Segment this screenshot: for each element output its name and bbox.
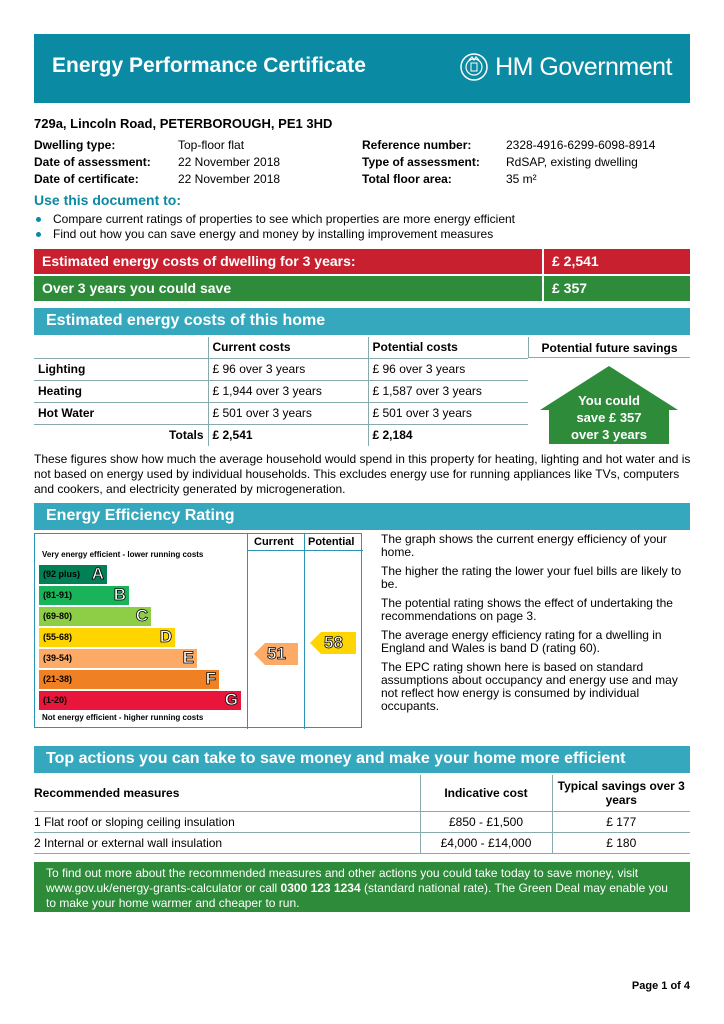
indicative-cost: £850 - £1,500 [420,811,552,832]
efficiency-section-heading: Energy Efficiency Rating [34,503,690,530]
potential-column-header: Potential [308,536,355,548]
further-info-text-2: (standard national rate). The Green Deal may enable you to make your home warmer and cheaper to run. [46,881,668,910]
efficiency-explanation: The graph shows the current energy efficiency of your home. The higher the rating the lower your fuel bills are likely to be. The potential rating shows the effect of undertaking the recommendations on page 3. The average energy efficiency rating for a dwelling in England and Wales is band D (rating 60). The EPC rating shown here is based on standard assumptions about occupancy and energy use and may not reflect how energy is consumed by individual occupants. [381,532,682,713]
list-item: Find out how you can save energy and money by installing improvement measures [36,227,515,242]
band-range: (81-91) [43,590,73,600]
current-cost: £ 1,944 over 3 years [208,380,368,402]
row-label: Heating [34,380,208,402]
costs-note: These figures show how much the average household would spend in this property for heating, lighting and hot water and is not based on energy used by individual households. This excludes energy use for running appliances like TVs, computers and cookers, and electricity generated by microgeneration. [34,452,691,496]
band-letter: F [205,669,216,688]
rating-band-f [39,670,219,689]
current-cost: £ 501 over 3 years [208,402,368,424]
dwelling-type-label: Dwelling type: [34,138,116,152]
energy-costs-table [34,337,528,446]
potential-rating-value: 58 [324,633,343,652]
typical-saving: £ 177 [552,811,690,832]
row-label: Lighting [34,358,208,380]
table-row [34,358,528,380]
indicative-cost-header: Indicative cost [420,775,552,811]
estimated-cost-label: Estimated energy costs of dwelling for 3 years: [34,249,542,274]
savings-bar [34,276,690,301]
table-header-row [34,775,690,811]
page-number: Page 1 of 4 [631,980,690,992]
band-range: (39-54) [43,653,73,663]
assessment-date-label: Date of assessment: [34,155,151,169]
band-range: (21-38) [43,674,73,684]
rating-band-b [39,586,129,605]
current-rating-value: 51 [267,644,286,663]
details-left [34,137,354,189]
row-label: Hot Water [34,402,208,424]
measure: 2 Internal or external wall insulation [34,832,420,853]
band-letter: B [113,585,126,604]
totals-current: £ 2,541 [208,424,368,446]
band-range: (55-68) [43,632,73,642]
list-item: Compare current ratings of properties to see which properties are more energy efficient [36,212,515,227]
indicative-cost: £4,000 - £14,000 [420,832,552,853]
assessment-type-value: RdSAP, existing dwelling [506,155,638,169]
hm-government-logo [459,52,672,82]
totals-label: Totals [34,424,208,446]
band-range: (1-20) [43,695,68,705]
phone-number[interactable]: 0300 123 1234 [280,881,361,895]
estimated-cost-value: £ 2,541 [544,249,690,274]
savings-label: Over 3 years you could save [34,276,542,301]
band-letter: E [182,648,194,667]
potential-cost: £ 96 over 3 years [368,358,528,380]
potential-rating-arrow [310,632,356,654]
actions-section-heading: Top actions you can take to save money and make your home more efficient [34,746,690,773]
bullet-icon [36,217,41,222]
further-info-text: To find out more about the recommended measures and other actions you could take today to save money, visit www.gov.uk/energy-grants-calculator or call [46,866,639,895]
details-right [362,137,692,189]
typical-savings-header: Typical savings over 3 years [552,775,690,811]
use-document-heading: Use this document to: [34,192,182,208]
assessment-type-label: Type of assessment: [362,155,480,169]
reference-number-value: 2328-4916-6299-6098-8914 [506,138,656,152]
band-letter: G [224,690,238,709]
band-letter: C [135,606,148,625]
savings-arrow-text: You could save £ 357 over 3 years [571,393,647,442]
royal-crest-icon [459,52,489,82]
measures-header: Recommended measures [34,775,420,811]
current-rating-arrow [254,643,298,665]
bullet-icon [36,232,41,237]
potential-costs-header: Potential costs [368,337,528,358]
current-costs-header: Current costs [208,337,368,358]
header-banner [34,34,690,103]
rating-band-d [39,628,175,647]
certificate-date-value: 22 November 2018 [178,172,281,186]
table-row [34,811,690,832]
dwelling-type-value: Top-floor flat [178,138,245,152]
table-row [34,380,528,402]
totals-row [34,424,528,446]
property-address: 729a, Lincoln Road, PETERBOROUGH, PE1 3HD [34,116,333,131]
recommended-actions-table [34,775,690,854]
bottom-note: Not energy efficient - higher running costs [42,713,204,722]
current-column-header: Current [254,536,294,548]
potential-savings-header: Potential future savings [528,337,690,358]
further-info-box [34,862,690,912]
band-range: (69-80) [43,611,73,621]
table-header-row [34,337,528,358]
reference-number-label: Reference number: [362,138,472,152]
potential-cost: £ 1,587 over 3 years [368,380,528,402]
rating-band-g [39,691,241,710]
measure: 1 Flat roof or sloping ceiling insulation [34,811,420,832]
estimated-cost-bar [34,249,690,274]
savings-arrow [540,366,678,444]
band-letter: D [159,627,172,646]
rating-band-a [39,565,107,584]
floor-area-label: Total floor area: [362,172,452,186]
use-bullets [36,212,515,242]
typical-saving: £ 180 [552,832,690,853]
potential-cost: £ 501 over 3 years [368,402,528,424]
rating-band-e [39,649,197,668]
totals-potential: £ 2,184 [368,424,528,446]
efficiency-rating-chart [34,533,362,728]
band-letter: A [91,564,104,583]
band-range: (92 plus) [43,569,81,579]
certificate-date-label: Date of certificate: [34,172,139,186]
document-title: Energy Performance Certificate [52,54,366,77]
rating-band-c [39,607,151,626]
table-row [34,832,690,853]
top-note: Very energy efficient - lower running costs [42,550,204,559]
current-cost: £ 96 over 3 years [208,358,368,380]
assessment-date-value: 22 November 2018 [178,155,281,169]
hm-government-text: HM Government [495,52,672,81]
savings-value: £ 357 [544,276,690,301]
costs-section-heading: Estimated energy costs of this home [34,308,690,335]
table-row [34,402,528,424]
floor-area-value: 35 m² [506,172,537,186]
